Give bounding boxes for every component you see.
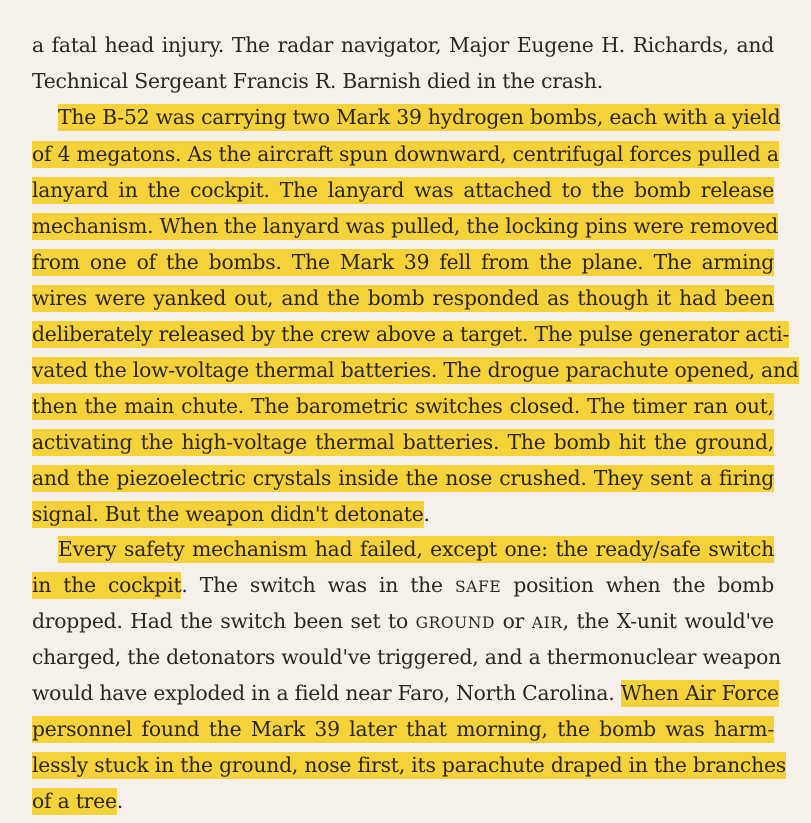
highlighted-text: Every safety mechanism had failed, except one: the ready/safe switch (58, 537, 774, 561)
highlighted-text: The B-52 was carrying two Mark 39 hydrogen bombs, each with a yield (58, 105, 781, 129)
highlighted-text: of 4 megatons. As the aircraft spun downward, centrifugal forces pulled a (32, 142, 779, 166)
text-line-11 (32, 392, 774, 420)
highlighted-text: deliberately released by the crew above a target. The pulse generator acti- (32, 322, 790, 346)
text-line-12 (32, 428, 774, 456)
text-line-15 (58, 535, 774, 563)
text-segment: AIR (531, 614, 563, 632)
text-segment: charged, the detonators would've triggered, and a thermonuclear weapon (32, 645, 781, 669)
text-segment: SAFE (454, 578, 502, 596)
text-line-3 (58, 103, 781, 131)
text-line-13 (32, 464, 774, 492)
text-line-20 (32, 715, 774, 743)
text-segment: . (116, 789, 124, 813)
text-segment: . The switch was in the (181, 573, 455, 597)
text-segment: a fatal head injury. The radar navigator, Major Eugene H. Richards, and (32, 33, 774, 57)
highlighted-text: vated the low-voltage thermal batteries. The drogue parachute opened, and (32, 358, 799, 382)
text-segment: position when the bomb (501, 573, 774, 597)
text-segment: GROUND (415, 614, 496, 632)
text-line-22 (32, 787, 123, 815)
text-line-9 (32, 320, 790, 348)
text-line-7 (32, 248, 774, 276)
text-segment: , the X-unit would've (562, 609, 774, 633)
highlighted-text: of a tree (32, 789, 117, 813)
highlighted-text: lessly stuck in the ground, nose first, its parachute draped in the branches (32, 753, 786, 777)
text-line-8 (32, 284, 774, 312)
highlighted-text: then the main chute. The barometric switches closed. The timer ran out, (32, 394, 774, 418)
text-segment: . (423, 502, 430, 526)
text-segment: or (495, 609, 532, 633)
highlighted-text: lanyard in the cockpit. The lanyard was attached to the bomb release (32, 178, 774, 202)
text-line-19 (32, 679, 779, 707)
highlighted-text: and the piezoelectric crystals inside the nose crushed. They sent a firing (32, 466, 774, 490)
text-segment: would have exploded in a field near Faro, North Carolina. (32, 681, 621, 705)
highlighted-text: activating the high-voltage thermal batteries. The bomb hit the ground, (32, 430, 774, 454)
text-line-18 (32, 643, 781, 671)
text-line-1 (32, 31, 774, 59)
text-line-21 (32, 751, 786, 779)
text-line-2 (32, 67, 603, 95)
highlighted-text: from one of the bombs. The Mark 39 fell from the plane. The arming (32, 250, 774, 274)
highlighted-text: mechanism. When the lanyard was pulled, the locking pins were removed (32, 214, 779, 238)
text-segment: Technical Sergeant Francis R. Barnish died in the crash. (32, 69, 603, 93)
text-line-5 (32, 176, 774, 204)
highlighted-text: in the cockpit (32, 573, 182, 597)
text-line-4 (32, 140, 779, 168)
text-line-10 (32, 356, 799, 384)
text-line-6 (32, 212, 779, 240)
highlighted-text: When Air Force (620, 681, 779, 705)
text-segment: dropped. Had the switch been set to (32, 609, 416, 633)
highlighted-text: wires were yanked out, and the bomb responded as though it had been (32, 286, 774, 310)
highlighted-text: signal. But the weapon didn't detonate (32, 502, 424, 526)
highlighted-text: personnel found the Mark 39 later that morning, the bomb was harm- (32, 717, 774, 741)
text-line-16 (32, 571, 774, 599)
text-line-17 (32, 607, 774, 635)
text-line-14 (32, 500, 430, 528)
